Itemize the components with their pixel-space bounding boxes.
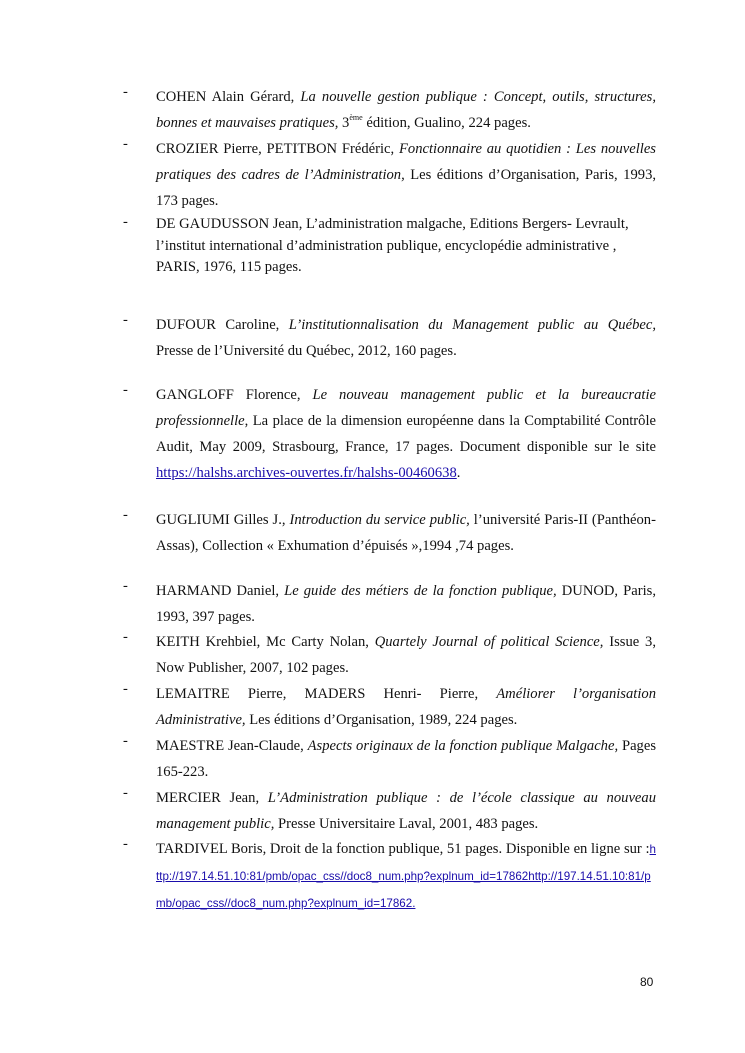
bibliography-entry xyxy=(123,507,656,559)
entry-author: GUGLIUMI Gilles J., xyxy=(156,512,290,528)
bibliography-entry xyxy=(123,578,656,630)
bibliography-entry xyxy=(123,312,656,364)
entry-edition-sup: ème xyxy=(349,113,363,122)
bibliography-entry xyxy=(123,733,656,785)
bibliography-entry xyxy=(123,214,656,279)
bibliography-entry xyxy=(123,629,656,681)
entry-title: Fonctionnaire au quotidien : Les nouvelles pratiques des cadres de l’Administration, xyxy=(156,141,656,183)
entry-author: MAESTRE Jean-Claude, xyxy=(156,738,308,754)
entry-details: l’université Paris-II (Panthéon-Assas), Collection « Exhumation d’épuisés »,1994 ,74 pages. xyxy=(156,512,656,554)
entry-details: Presse de l’Université du Québec, 2012, 160 pages. xyxy=(156,343,457,359)
entry-details: Les éditions d’Organisation, 1989, 224 pages. xyxy=(245,712,518,728)
bullet-dash: - xyxy=(123,214,128,230)
bullet-dash: - xyxy=(123,681,128,697)
bullet-dash: - xyxy=(123,629,128,645)
bullet-dash: - xyxy=(123,84,128,100)
entry-title: Quartely Journal of political Science, xyxy=(374,634,604,650)
entry-title: La nouvelle gestion publique : Concept, outils, structures, bonnes et mauvaises pratiques, xyxy=(156,89,656,131)
entry-end: . xyxy=(456,465,461,481)
entry-details: Presse Universitaire Laval, 2001, 483 pages. xyxy=(274,816,539,832)
entry-title: L’institutionnalisation du Management public au Québec, xyxy=(288,317,656,333)
bullet-dash: - xyxy=(123,578,128,594)
entry-details: édition, Gualino, 224 pages. xyxy=(362,115,531,131)
bullet-dash: - xyxy=(123,382,128,398)
entry-link[interactable]: https://halshs.archives-ouvertes.fr/halshs-00460638 xyxy=(156,465,457,481)
entry-details: DUNOD, Paris, 1993, 397 pages. xyxy=(156,583,656,625)
bullet-dash: - xyxy=(123,136,128,152)
bullet-dash: - xyxy=(123,312,128,328)
entry-details: Issue 3, Now Publisher, 2007, 102 pages. xyxy=(156,634,656,676)
bibliography-entry xyxy=(123,136,656,214)
bullet-dash: - xyxy=(123,733,128,749)
entry-author: KEITH Krehbiel, Mc Carty Nolan, xyxy=(156,634,375,650)
entry-author: LEMAITRE Pierre, MADERS Henri- Pierre, xyxy=(156,686,497,702)
entry-title: L’Administration publique : de l’école classique au nouveau management public, xyxy=(156,790,656,832)
entry-author: MERCIER Jean, xyxy=(156,790,268,806)
bullet-dash: - xyxy=(123,785,128,801)
entry-link[interactable]: http://197.14.51.10:81/pmb/opac_css//doc8_num.php?explnum_id=17862http://197.14.51.10:81/pmb/opac_css//doc8_num.php?explnum_id=17862. xyxy=(156,843,656,910)
entry-author: CROZIER Pierre, PETITBON Frédéric, xyxy=(156,141,399,157)
entry-title: Aspects originaux de la fonction publique Malgache, xyxy=(307,738,619,754)
page-number: 80 xyxy=(640,975,654,989)
entry-edition: 3 xyxy=(338,115,350,131)
bibliography-entry xyxy=(123,785,656,837)
bibliography-entry xyxy=(123,681,656,733)
bullet-dash: - xyxy=(123,836,128,852)
entry-title: Le nouveau management public et la bureaucratie professionnelle xyxy=(156,387,656,429)
entry-author: COHEN Alain Gérard, xyxy=(156,89,301,105)
bibliography-entry xyxy=(123,382,656,486)
entry-text: TARDIVEL Boris, Droit de la fonction publique, 51 pages. Disponible en ligne sur : xyxy=(156,841,650,857)
entry-title: Le guide des métiers de la fonction publique, xyxy=(284,583,557,599)
entry-author: DUFOUR Caroline, xyxy=(156,317,289,333)
entry-details: Pages 165-223. xyxy=(156,738,657,780)
entry-details: , La place de la dimension européenne dans la Comptabilité Contrôle Audit, May 2009, Strasbourg, France, 17 pages. Document disponible sur le site xyxy=(156,413,656,455)
entry-title: Améliorer l’organisation Administrative, xyxy=(156,686,656,728)
entry-title: Introduction du service public, xyxy=(289,512,470,528)
entry-text: DE GAUDUSSON Jean, L’administration malgache, Editions Bergers- Levrault, l’institut international d’administration publique, encyclopédie administrative , PARIS, 1976, 115 pages. xyxy=(156,216,629,275)
bullet-dash: - xyxy=(123,507,128,523)
entry-details: Les éditions d’Organisation, Paris, 1993, 173 pages. xyxy=(156,167,657,209)
entry-author: HARMAND Daniel, xyxy=(156,583,285,599)
bibliography-entry xyxy=(123,836,656,917)
entry-author: GANGLOFF Florence, xyxy=(156,387,313,403)
bibliography-entry xyxy=(123,84,656,136)
